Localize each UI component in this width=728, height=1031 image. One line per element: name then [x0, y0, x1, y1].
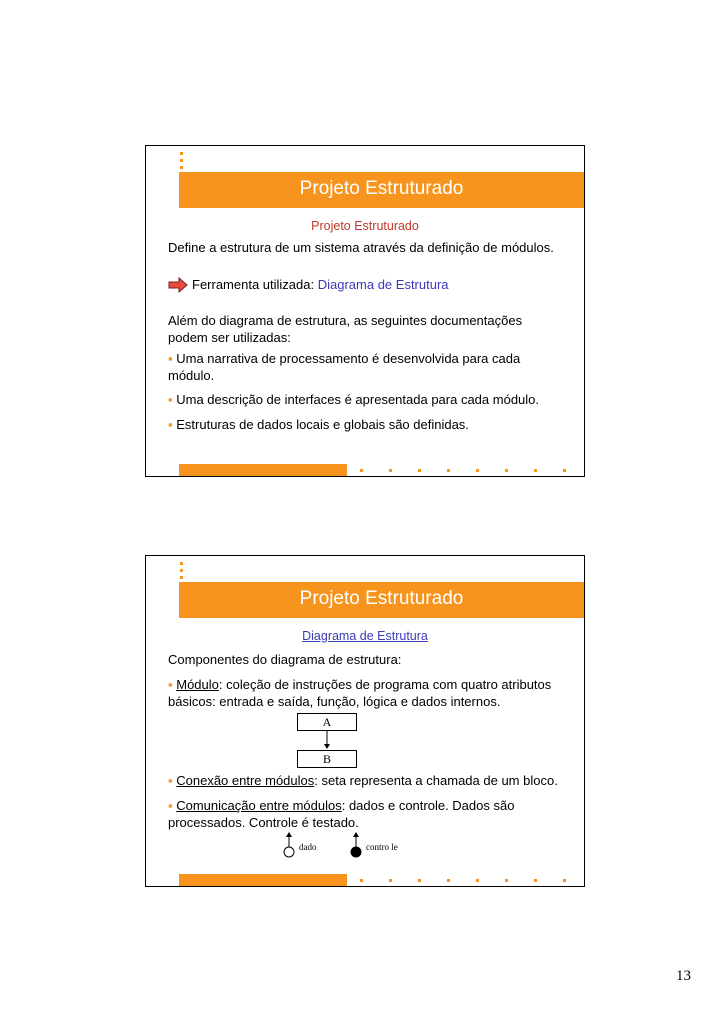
bullet-icon: ▪ [168, 773, 173, 788]
bullet-conexao [168, 772, 578, 790]
modulo-line-2: básicos: entrada e saída, função, lógica e dados internos. [168, 694, 501, 709]
slide-subtitle: Projeto Estruturado [311, 219, 419, 233]
conexao-term: Conexão entre módulos [176, 773, 315, 788]
bottom-bar [179, 464, 347, 476]
dado-label: dado [299, 842, 317, 852]
components-intro: Componentes do diagrama de estrutura: [168, 652, 402, 667]
slide-subtitle [146, 629, 584, 643]
slide-1 [145, 145, 585, 477]
controle-label: contro le [366, 842, 398, 852]
bullet-2-text: Uma descrição de interfaces é apresentada para cada módulo. [176, 392, 540, 407]
module-box-b: B [297, 750, 357, 768]
conexao-rest: : seta representa a chamada de um bloco. [314, 773, 558, 788]
tool-line [192, 276, 572, 294]
title-bar [179, 582, 584, 618]
slide-title: Projeto Estruturado [299, 178, 464, 199]
bullet-icon: ▪ [168, 392, 173, 407]
module-box-a: A [297, 713, 357, 731]
paragraph-line-1: Além do diagrama de estrutura, as seguintes documentações [168, 313, 523, 328]
subtitle-link[interactable]: Diagrama de Estrutura [302, 629, 428, 643]
bullet-3-text: Estruturas de dados locais e globais são definidas. [176, 417, 469, 432]
paragraph-line-2: podem ser utilizadas: [168, 330, 291, 345]
bullet-modulo [168, 676, 578, 694]
tool-label: Ferramenta utilizada: [192, 277, 318, 292]
page-number: 13 [676, 968, 691, 984]
bullet-1 [168, 350, 578, 368]
call-arrow-icon [322, 730, 332, 750]
tool-value: Diagrama de Estrutura [317, 277, 449, 292]
bullet-3 [168, 416, 578, 434]
comunicacao-term: Comunicação entre módulos [176, 798, 342, 813]
bullet-2 [168, 391, 578, 409]
bullet-icon: ▪ [168, 351, 173, 366]
data-couple-icon [282, 832, 296, 858]
bullet-icon: ▪ [168, 417, 173, 432]
bottom-bar [179, 874, 347, 886]
bullet-1-text: Uma narrativa de processamento é desenvolvida para cada [176, 351, 521, 366]
modulo-term: Módulo [176, 677, 219, 692]
slide-2 [145, 555, 585, 887]
definition-text: Define a estrutura de um sistema através da definição de módulos. [168, 240, 554, 255]
bullet-icon: ▪ [168, 677, 173, 692]
slide-title: Projeto Estruturado [299, 588, 464, 609]
arrow-right-icon [168, 277, 188, 293]
title-bar [179, 172, 584, 208]
bullet-icon: ▪ [168, 798, 173, 813]
comunicacao-rest: : dados e controle. Dados são [341, 798, 515, 813]
modulo-rest: : coleção de instruções de programa com quatro atributos [218, 677, 552, 692]
bullet-1-line-2: módulo. [168, 368, 215, 383]
control-couple-icon [349, 832, 363, 858]
bullet-comunicacao [168, 797, 578, 815]
comunicacao-line-2: processados. Controle é testado. [168, 815, 359, 830]
